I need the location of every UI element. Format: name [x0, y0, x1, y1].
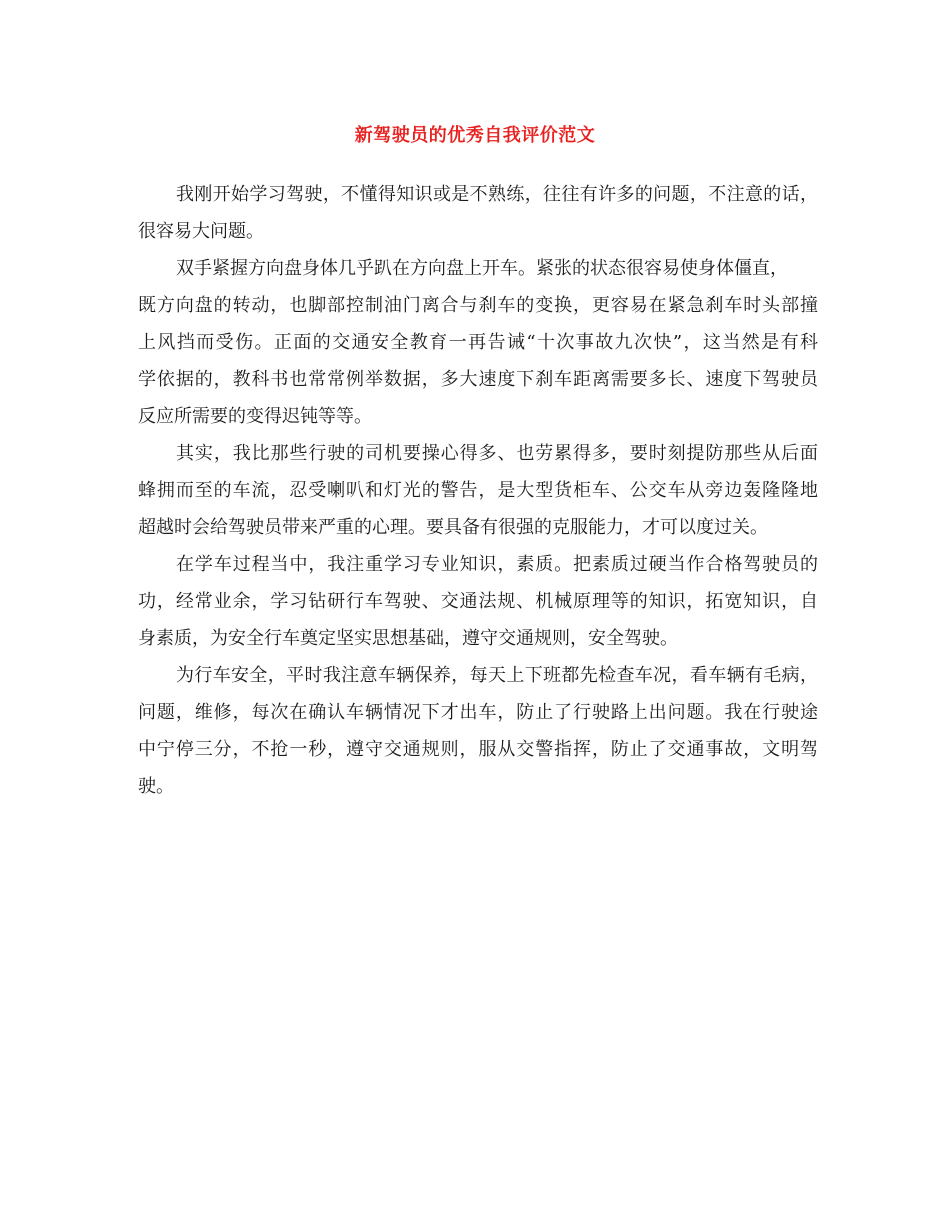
paragraph-line: 问题，维修，每次在确认车辆情况下才出车，防止了行驶路上出问题。我在行驶途 — [138, 702, 818, 723]
document-title: 新驾驶员的优秀自我评价范文 — [354, 125, 596, 146]
paragraph-line: 中宁停三分，不抢一秒，遵守交通规则，服从交警指挥，防止了交通事故，文明驾 — [138, 739, 818, 760]
paragraph-line: 双手紧握方向盘身体几乎趴在方向盘上开车。紧张的状态很容易使身体僵直， — [176, 258, 788, 279]
paragraph-line: 驶。 — [138, 776, 174, 797]
paragraph-line: 超越时会给驾驶员带来严重的心理。要具备有很强的克服能力，才可以度过关。 — [138, 517, 768, 538]
paragraph-line: 其实，我比那些行驶的司机要操心得多、也劳累得多，要时刻提防那些从后面 — [176, 443, 818, 464]
paragraph-line: 既方向盘的转动，也脚部控制油门离合与刹车的变换，更容易在紧急刹车时头部撞 — [138, 295, 818, 316]
paragraph-line: 上风挡而受伤。正面的交通安全教育一再告诫“十次事故九次快”，这当然是有科 — [138, 332, 818, 353]
paragraph-line: 蜂拥而至的车流，忍受喇叭和灯光的警告，是大型货柜车、公交车从旁边轰隆隆地 — [138, 480, 818, 501]
paragraph-line: 我刚开始学习驾驶，不懂得知识或是不熟练，往往有许多的问题，不注意的话， — [176, 184, 818, 205]
document-body — [138, 176, 818, 805]
paragraph-2 — [138, 250, 818, 435]
paragraph-line: 在学车过程当中，我注重学习专业知识，素质。把素质过硬当作合格驾驶员的 — [176, 554, 818, 575]
paragraph-5 — [138, 657, 818, 805]
paragraph-4 — [138, 546, 818, 657]
paragraph-3 — [138, 435, 818, 546]
paragraph-line: 很容易大问题。 — [138, 221, 264, 242]
paragraph-line: 反应所需要的变得迟钝等等。 — [138, 406, 372, 427]
paragraph-1 — [138, 176, 818, 250]
paragraph-line: 为行车安全，平时我注意车辆保养，每天上下班都先检查车况，看车辆有毛病， — [176, 665, 818, 686]
paragraph-line: 功，经常业余，学习钻研行车驾驶、交通法规、机械原理等的知识，拓宽知识，自 — [138, 591, 818, 612]
paragraph-line: 学依据的，教科书也常常例举数据，多大速度下刹车距离需要多长、速度下驾驶员 — [138, 369, 818, 390]
paragraph-line: 身素质，为安全行车奠定坚实思想基础，遵守交通规则，安全驾驶。 — [138, 628, 678, 649]
